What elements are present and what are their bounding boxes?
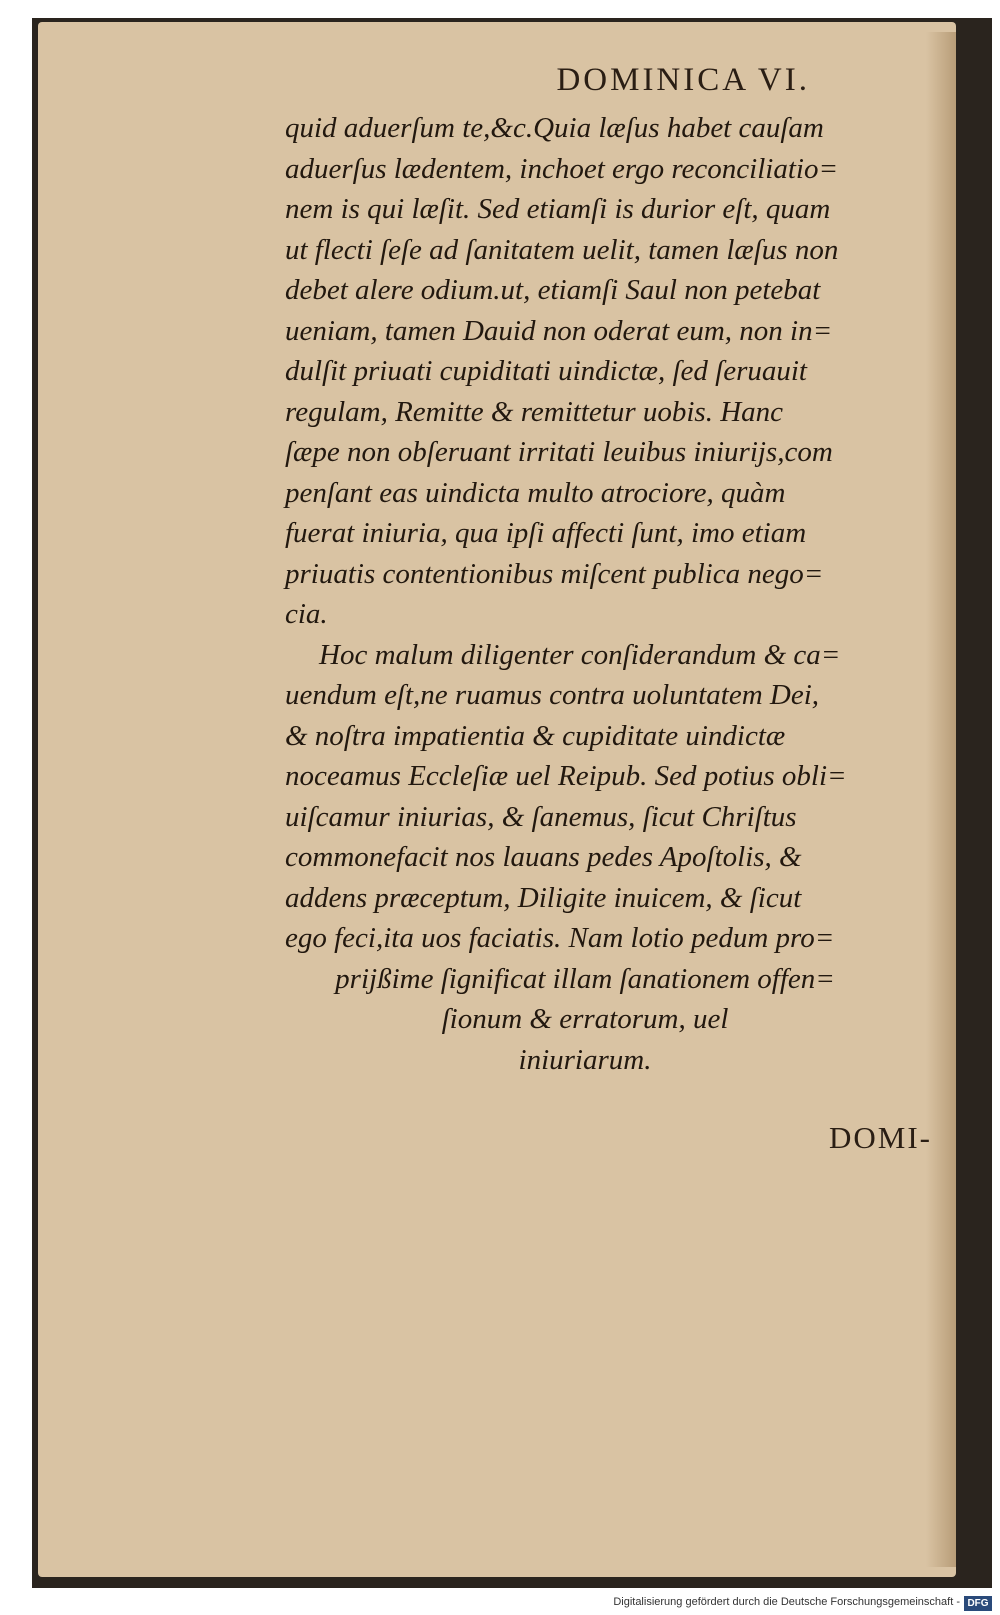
- text-line: addens præceptum, Diligite inuicem, & ſicut: [285, 881, 802, 914]
- text-line: debet alere odium.ut, etiamſi Saul non petebat: [285, 274, 821, 306]
- text-line: ut flecti ſeſe ad ſanitatem uelit, tamen læſus non: [285, 233, 839, 266]
- text-line: & noſtra impatientia & cupiditate uindictæ: [285, 719, 786, 752]
- text-line: quid aduerſum te,&c.Quia læſus habet cauſam: [285, 112, 824, 144]
- text-line: noceamus Eccleſiæ uel Reipub. Sed potius obli=: [285, 760, 847, 792]
- dfg-logo: DFG: [964, 1596, 992, 1611]
- page-gutter-shadow: [926, 32, 956, 1567]
- body-text: [285, 108, 885, 1080]
- text-line: Hoc malum diligenter conſiderandum & ca=: [319, 638, 841, 671]
- text-line: ſionum & erratorum, uel: [441, 1003, 729, 1035]
- text-line: aduerſus lædentem, inchoet ergo reconciliatio=: [285, 152, 839, 185]
- text-line: ſæpe non obſeruant irritati leuibus iniurijs,com: [285, 436, 833, 468]
- text-line: iniuriarum.: [518, 1043, 652, 1076]
- text-line: fuerat iniuria, qua ipſi affecti ſunt, imo etiam: [285, 517, 807, 549]
- text-line: ueniam, tamen Dauid non oderat eum, non in=: [285, 314, 833, 347]
- text-line: priuatis contentionibus miſcent publica nego=: [285, 557, 824, 590]
- text-line: commonefacit nos lauans pedes Apoſtolis, &: [285, 841, 802, 873]
- text-line: ego feci,ita uos faciatis. Nam lotio pedum pro=: [285, 922, 835, 954]
- text-line: prijßime ſignificat illam ſanationem offen=: [335, 962, 835, 995]
- text-line: regulam, Remitte & remittetur uobis. Hanc: [285, 395, 784, 428]
- text-line: dulſit priuati cupiditati uindictæ, ſed ſeruauit: [285, 355, 807, 387]
- footer-bar: [0, 1593, 1000, 1615]
- text-line: nem is qui læſit. Sed etiamſi is durior eſt, quam: [285, 193, 831, 225]
- text-line: penſant eas uindicta multo atrociore, quàm: [285, 476, 786, 509]
- text-line: cia.: [285, 598, 328, 630]
- footer-credit: Digitalisierung gefördert durch die Deutsche Forschungsgemeinschaft -: [613, 1596, 960, 1608]
- text-line: uendum eſt,ne ruamus contra uoluntatem Dei,: [285, 679, 820, 711]
- catchword: DOMI-: [829, 1120, 932, 1155]
- running-header: DOMINICA VI.: [556, 62, 810, 98]
- text-line: uiſcamur iniurias, & ſanemus, ſicut Chriſtus: [285, 800, 797, 833]
